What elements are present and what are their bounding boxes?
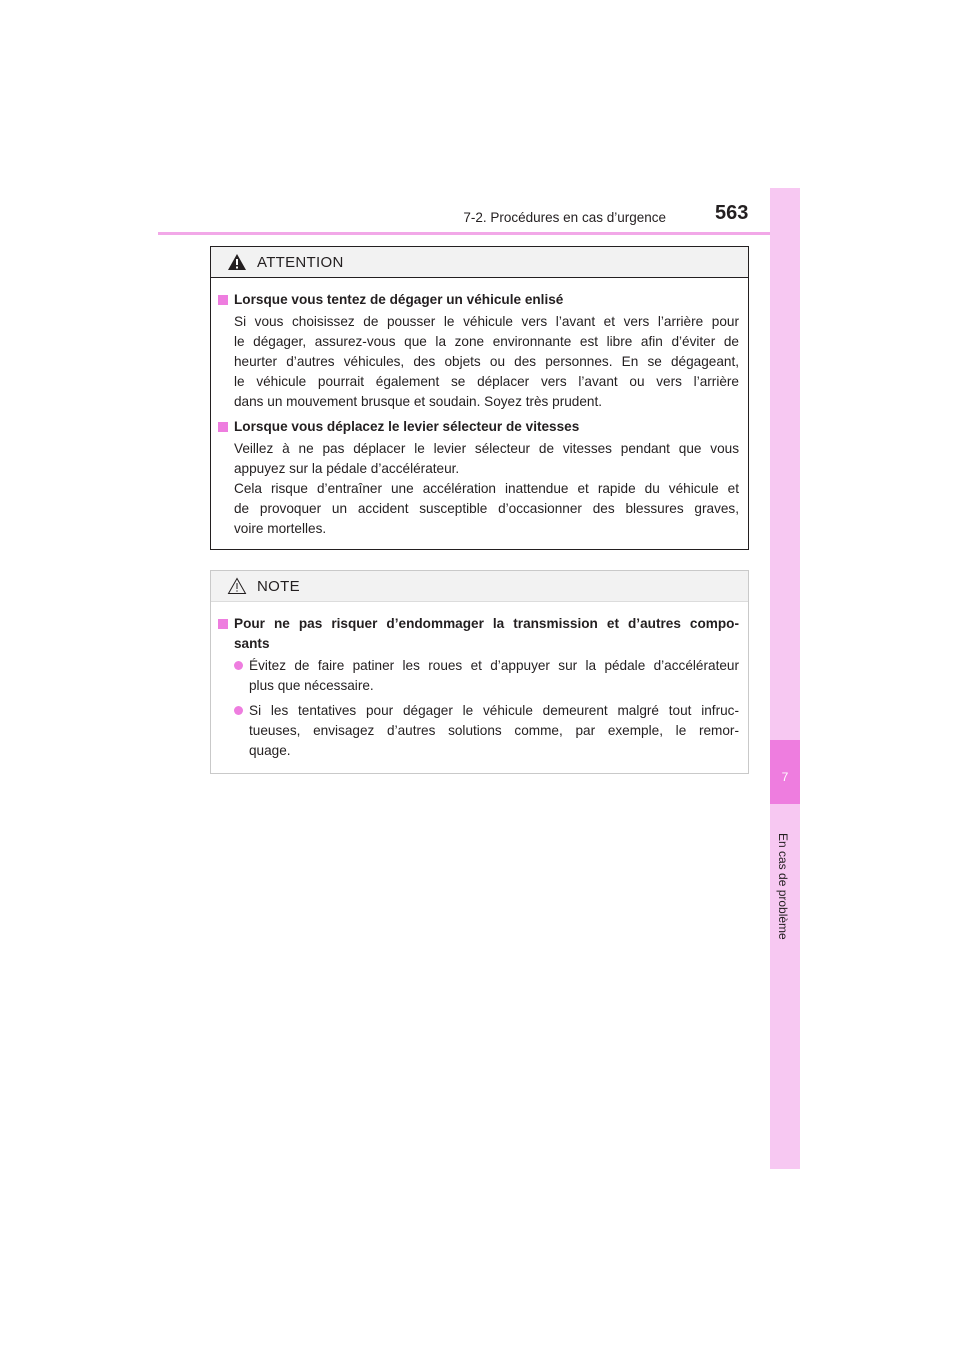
- square-bullet-icon: [218, 295, 228, 305]
- attention-box: [210, 246, 749, 550]
- list-item: [218, 656, 739, 696]
- list-item-text: [249, 701, 739, 761]
- list-item-text: [249, 656, 739, 696]
- text-line: Pour ne pas risquer d’endommager la transmission et d’autres compo-: [234, 616, 739, 631]
- attention-section-title: [218, 417, 739, 437]
- square-bullet-icon: [218, 422, 228, 432]
- attention-header: [211, 247, 748, 278]
- text-line: le dégager, assurez-vous que la zone environnante est libre afin d’éviter de: [234, 334, 739, 349]
- text-line: Si les tentatives pour dégager le véhicule demeurent malgré tout infruc-: [249, 703, 739, 718]
- circle-bullet-icon: [234, 661, 243, 670]
- note-section-title: [218, 614, 739, 654]
- text-line: Si vous choisissez de pousser le véhicule vers l’avant et vers l’arrière pour: [234, 314, 739, 329]
- text-line: Cela risque d’entraîner une accélération inattendue et rapide du véhicule et: [234, 481, 739, 496]
- circle-bullet-icon: [234, 706, 243, 715]
- note-body: [211, 602, 748, 761]
- note-label: NOTE: [257, 577, 300, 595]
- text-line: sants: [234, 636, 270, 651]
- text-line: dans un mouvement brusque et soudain. Soyez très prudent.: [234, 394, 603, 409]
- text-line: voire mortelles.: [234, 521, 327, 536]
- attention-paragraph: [218, 439, 739, 539]
- text-line: quage.: [249, 743, 291, 758]
- page-number: 563: [715, 202, 749, 224]
- attention-body: [211, 278, 748, 539]
- chapter-number: 7: [781, 770, 789, 784]
- attention-paragraph: [218, 312, 739, 412]
- text-line: tueuses, envisagez d’autres solutions comme, par exemple, le remor-: [249, 723, 739, 738]
- note-box: [210, 570, 749, 774]
- square-bullet-icon: [218, 619, 228, 629]
- text-line: le véhicule pourrait également se déplacer vers l’avant ou vers l’arrière: [234, 374, 739, 389]
- list-item: [218, 701, 739, 761]
- attention-section-title: [218, 290, 739, 310]
- section-heading: Lorsque vous déplacez le levier sélecteur de vitesses: [234, 419, 580, 434]
- section-heading: Lorsque vous tentez de dégager un véhicule enlisé: [234, 292, 564, 307]
- text-line: de provoquer un accident susceptible d’occasionner des blessures graves,: [234, 501, 739, 516]
- chapter-tab-strip: [770, 188, 800, 1169]
- warning-outline-icon: [227, 577, 247, 595]
- section-title: 7-2. Procédures en cas d’urgence: [463, 210, 666, 225]
- note-header: [211, 571, 748, 602]
- text-line: heurter d’autres véhicules, des objets ou des personnes. En se dégageant,: [234, 354, 739, 369]
- text-line: Évitez de faire patiner les roues et d’appuyer sur la pédale d’accélérateur: [249, 658, 739, 673]
- text-line: appuyez sur la pédale d’accélérateur.: [234, 461, 460, 476]
- attention-label: ATTENTION: [257, 253, 344, 271]
- warning-filled-icon: [227, 253, 247, 271]
- chapter-title: En cas de problème: [776, 833, 790, 940]
- text-line: plus que nécessaire.: [249, 678, 374, 693]
- header-rule: [158, 232, 799, 235]
- section-heading: [234, 614, 739, 654]
- text-line: Veillez à ne pas déplacer le levier sélecteur de vitesses pendant que vous: [234, 441, 739, 456]
